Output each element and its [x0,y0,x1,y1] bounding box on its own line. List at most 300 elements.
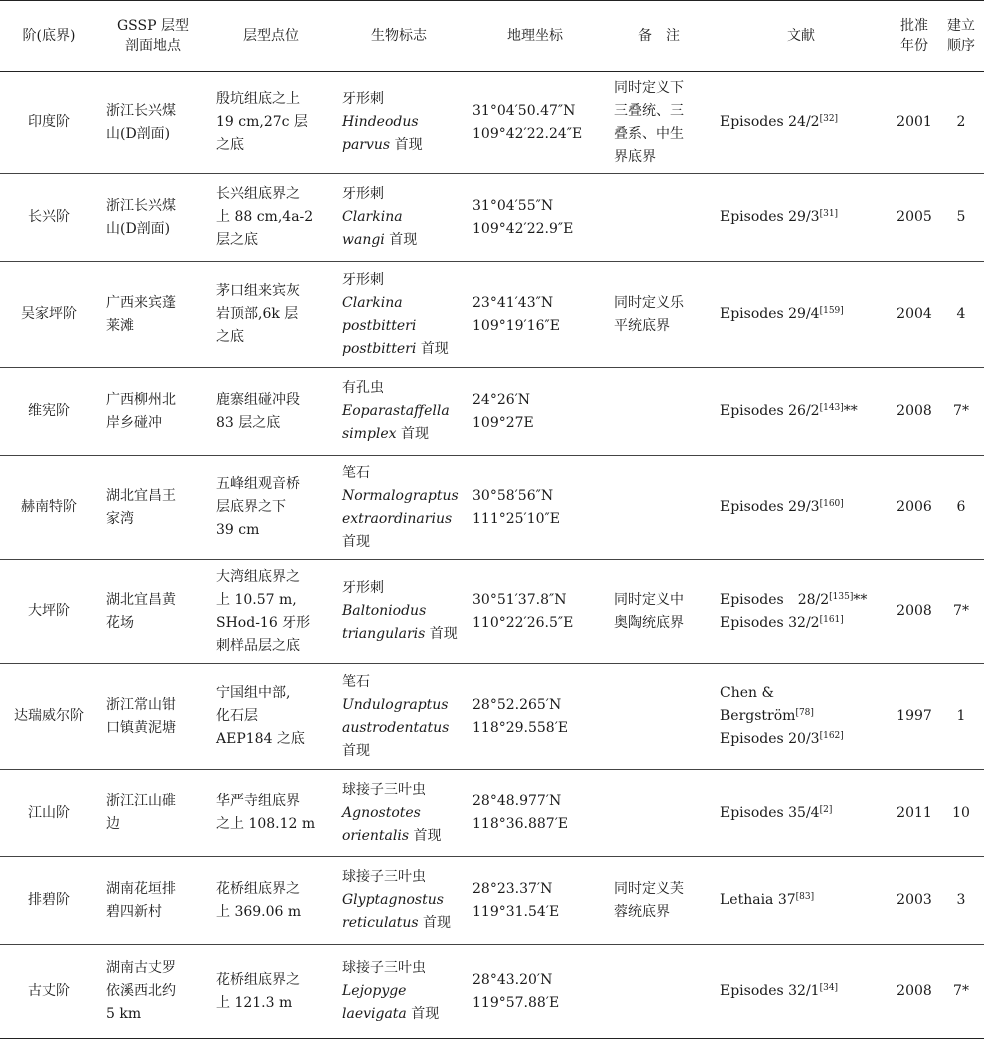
gssp-cell [98,770,208,857]
notes-cell [606,560,712,664]
stage-name: 维宪阶 [28,403,70,419]
notes-line: 同时定义中 [614,591,684,608]
notes-line: 同时定义下 [614,79,684,96]
order-cell [938,560,984,664]
gssp-line: 湖北宜昌王 [106,487,176,504]
point-cell [208,262,334,368]
marker-suffix: 首现 [342,533,370,550]
coords-line: 30°58′56″N [472,487,554,504]
coords-line: 28°52.265′N [472,696,562,713]
marker-taxon-line [342,889,460,912]
header-notes: 备 注 [606,1,712,72]
marker-suffix: 首现 [411,1006,440,1022]
notes-cell [606,857,712,945]
gssp-line: 口镇黄泥塘 [106,719,176,736]
ref-line [720,303,886,326]
gssp-line: 碧四新村 [106,903,162,920]
order-value: 7* [953,983,969,999]
gssp-cell [98,945,208,1039]
marker-taxon: Undulograptus [342,696,449,713]
marker-taxon-line [342,485,460,508]
refs-cell [712,770,890,857]
ref-sup: [159] [819,306,844,316]
marker-taxon-line [342,338,460,361]
refs-cell [712,456,890,560]
refs-cell [712,262,890,368]
marker-taxon-line [342,134,460,157]
ref-sup: [143] [819,403,844,413]
gssp-cell [98,368,208,456]
ref-mark: ** [843,403,858,419]
ref-sup: [160] [819,499,844,509]
year-value: 2004 [896,306,932,322]
order-value: 4 [956,306,966,322]
marker-taxon-line [342,825,460,848]
order-cell [938,770,984,857]
year-cell [890,72,938,174]
point-cell [208,174,334,262]
order-cell [938,262,984,368]
point-line: 鹿寨组碰冲段 [216,391,300,408]
ref-line [720,802,886,825]
marker-taxon-line [342,717,460,763]
coords-cell [464,174,606,262]
notes-cell [606,72,712,174]
marker-suffix: 首现 [413,827,442,844]
point-line: 长兴组底界之 [216,186,300,202]
marker-taxon-line [342,912,460,935]
ref-text: Bergström [720,708,796,724]
coords-line: 118°36.887′E [472,816,569,832]
year-value: 2008 [896,983,932,999]
coords-line: 31°04′55″N [472,197,554,214]
marker-taxon-line [342,229,460,252]
ref-text: Episodes 29/3 [720,209,820,225]
ref-line [720,589,886,612]
notes-cell [606,262,712,368]
notes-line: 三叠统、三 [614,102,684,119]
point-cell [208,770,334,857]
table-row [0,368,984,456]
header-gssp [98,1,208,72]
coords-cell [464,945,606,1039]
stage-name: 长兴阶 [28,209,70,225]
order-value: 7* [953,603,969,619]
ref-line [720,400,886,423]
gssp-line: 5 km [106,1006,142,1022]
point-line: 大湾组底界之 [216,568,300,585]
table-row [0,560,984,664]
marker-cell [334,262,464,368]
coords-line: 28°48.977′N [472,793,562,809]
coords-line: 28°43.20′N [472,971,553,988]
ref-text: Episodes 29/3 [720,499,820,515]
marker-cell [334,368,464,456]
table-row [0,262,984,368]
order-value: 6 [956,499,966,515]
refs-cell [712,368,890,456]
order-cell [938,945,984,1039]
header-refs: 文献 [712,1,890,72]
order-value: 5 [956,209,966,225]
gssp-line: 浙江常山钳 [106,696,176,713]
marker-taxon: Clarkina [342,294,403,311]
marker-group: 笔石 [342,464,370,481]
gssp-cell [98,857,208,945]
point-line: 岩顶部,6k 层 [216,306,299,322]
ref-line [720,612,886,635]
marker-taxon-line [342,802,460,825]
ref-text: Episodes 32/2 [720,614,820,631]
stage-name: 吴家坪阶 [21,306,77,322]
point-line: 茅口组来宾灰 [216,283,300,299]
coords-cell [464,368,606,456]
ref-sup: [78] [795,708,814,718]
gssp-line: 山(D剖面) [106,125,171,142]
marker-taxon-line [342,400,460,423]
stage-name: 印度阶 [28,114,70,130]
notes-cell [606,945,712,1039]
gssp-line: 浙江长兴煤 [106,102,176,119]
coords-line: 109°19′16″E [472,317,560,334]
ref-line [720,111,886,134]
point-cell [208,857,334,945]
marker-taxon: Hindeodus [342,114,419,130]
point-line: 刺样品层之底 [216,637,300,654]
gssp-line: 浙江长兴煤 [106,197,176,214]
ref-line [720,980,886,1003]
marker-cell [334,857,464,945]
marker-taxon: Baltoniodus [342,603,427,619]
gssp-line: 湖北宜昌黄 [106,591,176,608]
stage-cell [0,174,98,262]
marker-taxon-line [342,694,460,717]
gssp-line: 花场 [106,614,134,631]
point-line: 83 层之底 [216,414,281,431]
marker-cell [334,945,464,1039]
refs-cell [712,174,890,262]
marker-suffix: 首现 [423,915,452,931]
notes-cell [606,368,712,456]
year-value: 2008 [896,403,932,419]
ref-line [720,705,886,728]
ref-line [720,206,886,229]
marker-taxon-line [342,292,460,315]
year-cell [890,945,938,1039]
point-line: 39 cm [216,522,260,538]
coords-cell [464,560,606,664]
marker-cell [334,560,464,664]
header-point: 层型点位 [208,1,334,72]
marker-group: 球接子三叶虫 [342,781,426,798]
stage-name: 大坪阶 [28,603,70,619]
point-line: 上 121.3 m [216,994,293,1011]
marker-group: 有孔虫 [342,380,384,396]
ref-text: Episodes 32/1 [720,983,820,999]
ref-text: Episodes 26/2 [720,403,820,419]
order-value: 7* [953,403,969,419]
table-body [0,72,984,1039]
point-line: 花桥组底界之 [216,971,300,988]
marker-taxon-line [342,980,460,1003]
point-line: 花桥组底界之 [216,880,300,897]
header-year-line2: 年份 [900,38,928,54]
stage-cell [0,945,98,1039]
marker-taxon: triangularis [342,626,426,642]
coords-line: 30°51′37.8″N [472,591,567,608]
header-coords: 地理坐标 [464,1,606,72]
ref-text: Episodes 28/2 [720,591,830,608]
marker-taxon: Normalograptus [342,487,459,504]
year-value: 2003 [896,892,932,908]
marker-cell [334,456,464,560]
marker-taxon-line [342,1003,460,1026]
stage-cell [0,560,98,664]
year-value: 2006 [896,499,932,515]
marker-taxon: Lejopyge [342,983,407,999]
point-cell [208,945,334,1039]
notes-line: 叠系、中生 [614,125,684,142]
table-row [0,945,984,1039]
header-order [938,1,984,72]
point-line: 化石层 [216,708,258,724]
table-row [0,174,984,262]
table-header [0,1,984,72]
marker-group: 球接子三叶虫 [342,960,426,976]
point-line: 上 369.06 m [216,903,302,920]
refs-cell [712,945,890,1039]
marker-taxon-line [342,206,460,229]
notes-line: 界底界 [614,148,656,165]
coords-cell [464,664,606,770]
year-cell [890,770,938,857]
notes-cell [606,664,712,770]
gssp-line: 岸乡碰冲 [106,414,162,431]
year-cell [890,174,938,262]
ref-text: Episodes 20/3 [720,731,820,747]
coords-line: 109°42′22.9″E [472,220,574,237]
notes-line: 蓉统底界 [614,903,670,920]
gssp-line: 浙江江山碓 [106,793,176,809]
marker-cell [334,770,464,857]
coords-line: 111°25′10″E [472,510,560,527]
gssp-line: 边 [106,816,120,832]
coords-line: 31°04′50.47″N [472,102,576,119]
marker-taxon-line [342,423,460,446]
header-stage: 阶(底界) [0,1,98,72]
order-cell [938,174,984,262]
point-line: 之底 [216,329,244,345]
year-value: 2008 [896,603,932,619]
marker-taxon: orientalis [342,827,410,844]
refs-cell [712,72,890,174]
point-line: 19 cm,27c 层 [216,114,308,130]
point-cell [208,72,334,174]
gssp-cell [98,664,208,770]
marker-taxon: Glyptagnostus [342,892,444,908]
order-value: 1 [956,708,966,724]
ref-sup: [162] [819,731,844,741]
marker-suffix: 首现 [429,626,458,642]
point-cell [208,560,334,664]
header-marker: 生物标志 [334,1,464,72]
stage-cell [0,770,98,857]
ref-sup: [161] [819,614,844,625]
coords-line: 118°29.558′E [472,719,569,736]
notes-line: 平统底界 [614,317,670,334]
coords-cell [464,770,606,857]
marker-taxon-line [342,623,460,646]
stage-name: 赫南特阶 [21,499,77,515]
gssp-line: 山(D剖面) [106,220,171,237]
marker-cell [334,72,464,174]
coords-line: 110°22′26.5″E [472,614,574,631]
year-cell [890,560,938,664]
ref-sup: [34] [819,983,839,993]
coords-cell [464,857,606,945]
gssp-line: 依溪西北约 [106,983,176,999]
notes-cell [606,174,712,262]
year-cell [890,368,938,456]
point-line: 之底 [216,137,244,153]
coords-cell [464,456,606,560]
order-cell [938,857,984,945]
table-row [0,770,984,857]
point-line: 华严寺组底界 [216,793,300,809]
coords-line: 119°31.54′E [472,903,560,920]
header-order-line2: 顺序 [947,38,975,54]
coords-line: 24°26′N [472,391,531,408]
gssp-cell [98,72,208,174]
coords-line: 109°27E [472,414,534,431]
header-gssp-line1: GSSP 层型 [117,18,189,34]
year-cell [890,664,938,770]
marker-taxon: Agnostotes [342,804,421,821]
gssp-cell [98,174,208,262]
gssp-line: 广西来宾蓬 [106,294,176,311]
refs-cell [712,857,890,945]
point-line: 殷坑组底之上 [216,91,300,107]
order-cell [938,456,984,560]
ref-text: Episodes 35/4 [720,804,820,821]
ref-sup: [83] [795,892,815,902]
table-row [0,456,984,560]
refs-cell [712,664,890,770]
stage-cell [0,262,98,368]
order-cell [938,368,984,456]
marker-suffix: 首现 [401,426,430,442]
order-cell [938,72,984,174]
gssp-line: 家湾 [106,510,134,527]
marker-taxon-line [342,315,460,338]
table-row [0,857,984,945]
marker-cell [334,664,464,770]
order-value: 2 [956,114,966,130]
notes-line: 同时定义乐 [614,294,684,311]
notes-line: 奥陶统底界 [614,614,684,631]
ref-sup: [31] [819,209,839,219]
marker-suffix: 首现 [389,232,418,248]
gssp-line: 广西柳州北 [106,391,176,408]
point-line: 上 10.57 m, [216,591,297,608]
table-row [0,72,984,174]
stage-name: 排碧阶 [28,892,70,908]
marker-group: 球接子三叶虫 [342,869,426,885]
marker-suffix: 首现 [342,742,370,759]
marker-taxon: laevigata [342,1006,407,1022]
stage-cell [0,368,98,456]
point-cell [208,456,334,560]
marker-taxon: austrodentatus [342,719,450,736]
ref-sup: [32] [819,114,839,124]
stage-cell [0,456,98,560]
point-line: 层底界之下 [216,499,286,515]
ref-line [720,682,886,705]
gssp-line: 莱滩 [106,317,134,334]
marker-suffix: 首现 [420,340,449,357]
marker-suffix: 首现 [394,137,423,153]
point-line: 上 88 cm,4a-2 [216,209,314,225]
coords-cell [464,72,606,174]
marker-group: 牙形刺 [342,271,384,288]
notes-line: 同时定义芙 [614,880,684,897]
year-cell [890,262,938,368]
marker-taxon: postbitteri [342,340,417,357]
marker-taxon-line [342,111,460,134]
point-line: 之上 108.12 m [216,816,316,832]
year-value: 2011 [896,804,932,821]
ref-sup: [135] [829,591,854,602]
ref-text: Episodes 24/2 [720,114,820,130]
point-line: SHod-16 牙形 [216,614,311,631]
ref-text: Episodes 29/4 [720,306,820,322]
year-value: 2005 [896,209,932,225]
marker-taxon: wangi [342,232,385,248]
stage-cell [0,857,98,945]
gssp-cell [98,456,208,560]
point-cell [208,368,334,456]
point-line: AEP184 之底 [216,731,305,747]
stage-name: 江山阶 [28,804,70,821]
marker-taxon: postbitteri [342,317,417,334]
ref-text: Chen & [720,685,774,701]
coords-line: 119°57.88′E [472,994,560,1011]
header-year [890,1,938,72]
notes-cell [606,770,712,857]
coords-line: 28°23.37′N [472,880,553,897]
order-value: 3 [956,892,966,908]
ref-line [720,889,886,912]
marker-taxon: extraordinarius [342,510,453,527]
ref-line [720,728,886,751]
header-year-line1: 批准 [900,18,928,34]
table-row [0,664,984,770]
stage-cell [0,664,98,770]
marker-taxon: reticulatus [342,915,419,931]
marker-group: 笔石 [342,673,370,690]
stage-name: 达瑞威尔阶 [14,708,84,724]
gssp-line: 湖南古丈罗 [106,960,176,976]
marker-taxon: simplex [342,426,397,442]
point-cell [208,664,334,770]
refs-cell [712,560,890,664]
coords-line: 109°42′22.24″E [472,125,583,142]
marker-group: 牙形刺 [342,580,384,596]
gssp-cell [98,560,208,664]
year-value: 2001 [896,114,932,130]
marker-group: 牙形刺 [342,91,384,107]
header-order-line1: 建立 [947,18,975,34]
